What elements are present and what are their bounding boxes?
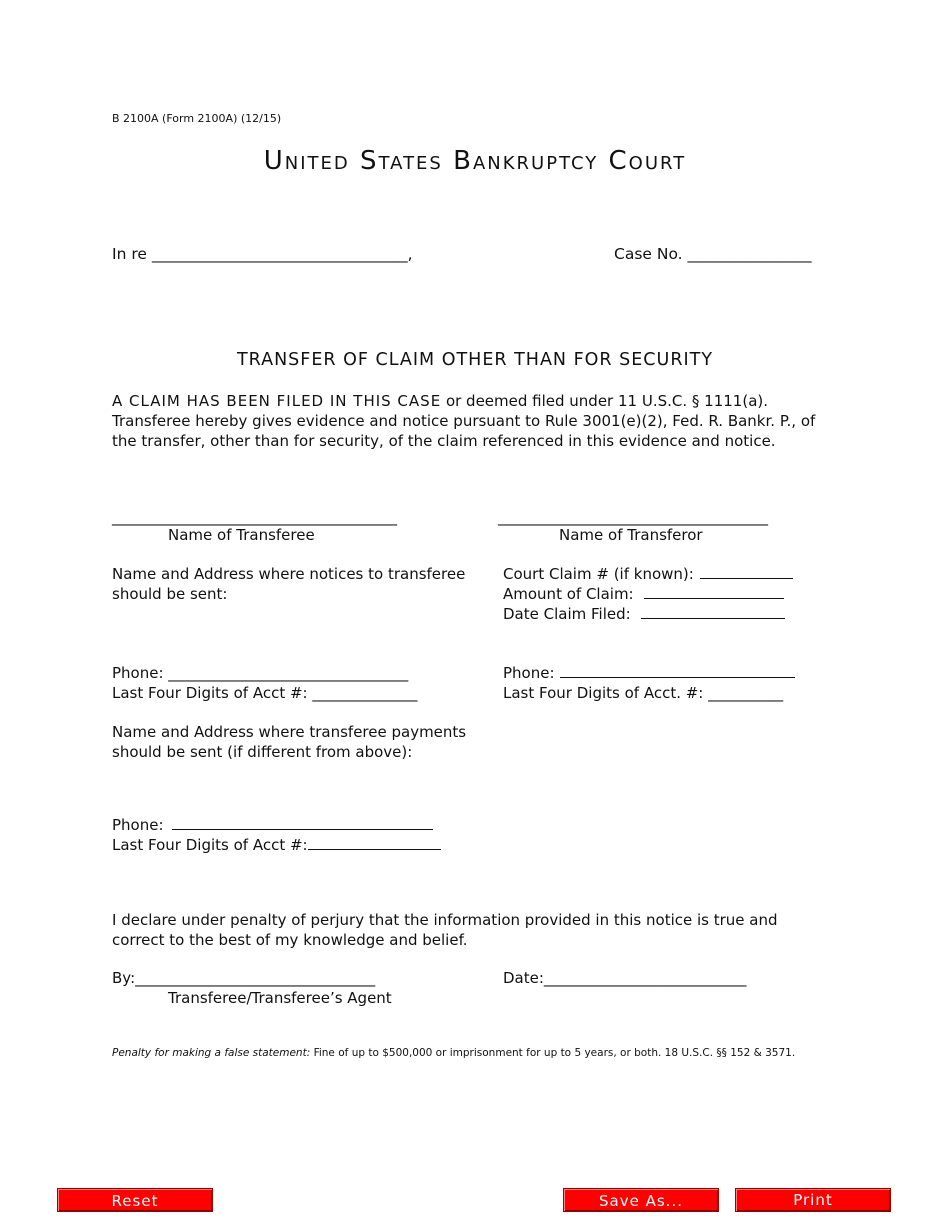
intro-lead: A CLAIM HAS BEEN FILED IN THIS CASE [112, 392, 442, 410]
date-filed-label: Date Claim Filed: [503, 605, 631, 623]
notice-address-label-1: Name and Address where notices to transferee [112, 565, 466, 583]
signature-date: Date:___________________________ [503, 969, 747, 987]
signature-caption: Transferee/Transferee’s Agent [168, 989, 392, 1007]
payment-acct-field [112, 836, 441, 854]
transferor-acct: Last Four Digits of Acct. #: __________ [503, 684, 784, 702]
payment-address-label-1: Name and Address where transferee payments [112, 723, 467, 741]
payment-phone-line [172, 828, 433, 830]
court-claim-field [503, 565, 793, 583]
transferee-name-caption: Name of Transferee [168, 526, 315, 544]
court-claim-line [700, 577, 793, 579]
payment-acct-line [308, 848, 441, 850]
case-number-field: Case No. ________________ [614, 245, 812, 263]
transferor-name-caption: Name of Transferor [559, 526, 703, 544]
penalty-rest: Fine of up to $500,000 or imprisonment for up to 5 years, or both. 18 U.S.C. §§ 152 & 3571. [310, 1047, 796, 1059]
notice-address-label-2: should be sent: [112, 585, 228, 603]
penalty-note [112, 1047, 795, 1059]
form-id: B 2100A (Form 2100A) (12/15) [112, 112, 282, 125]
payment-phone-field [112, 816, 433, 834]
date-filed-line [641, 617, 785, 619]
amount-label: Amount of Claim: [503, 585, 634, 603]
reset-button[interactable]: Reset [57, 1188, 213, 1212]
signature-by: By:________________________________ [112, 969, 376, 987]
transferee-acct: Last Four Digits of Acct #: ______________ [112, 684, 418, 702]
intro-rest: or deemed filed under 11 U.S.C. § 1111(a). Transferee hereby gives evidence and notice pursuant to Rule 3001(e)(2), Fed. R. Bankr. P., of the transfer, other than for security, of the claim referenced in this evidence and notice. [112, 392, 816, 450]
save-as-button[interactable]: Save As... [563, 1188, 719, 1212]
penalty-lead: Penalty for making a false statement: [112, 1047, 311, 1059]
print-button[interactable]: Print [735, 1188, 891, 1212]
payment-phone-label: Phone: [112, 816, 164, 834]
transferor-phone-line [560, 676, 795, 678]
transferee-name-line: ______________________________________ [112, 508, 397, 526]
transferor-phone-field [503, 664, 795, 682]
transferor-name-line: ____________________________________ [498, 508, 768, 526]
document-title: TRANSFER OF CLAIM OTHER THAN FOR SECURITY [236, 350, 714, 370]
court-title: United States Bankruptcy Court [263, 146, 687, 176]
intro-paragraph [112, 391, 827, 451]
amount-line [644, 597, 784, 599]
declaration: I declare under penalty of perjury that the information provided in this notice is true and correct to the best of my knowledge and belief. [112, 911, 778, 949]
payment-address-label-2: should be sent (if different from above): [112, 743, 413, 761]
amount-field [503, 585, 784, 603]
date-filed-field [503, 605, 785, 623]
payment-acct-label: Last Four Digits of Acct #: [112, 836, 308, 854]
transferee-phone: Phone: ________________________________ [112, 664, 409, 682]
court-claim-label: Court Claim # (if known): [503, 565, 694, 583]
transferor-phone-label: Phone: [503, 664, 555, 682]
in-re-field: In re _________________________________, [112, 245, 413, 263]
